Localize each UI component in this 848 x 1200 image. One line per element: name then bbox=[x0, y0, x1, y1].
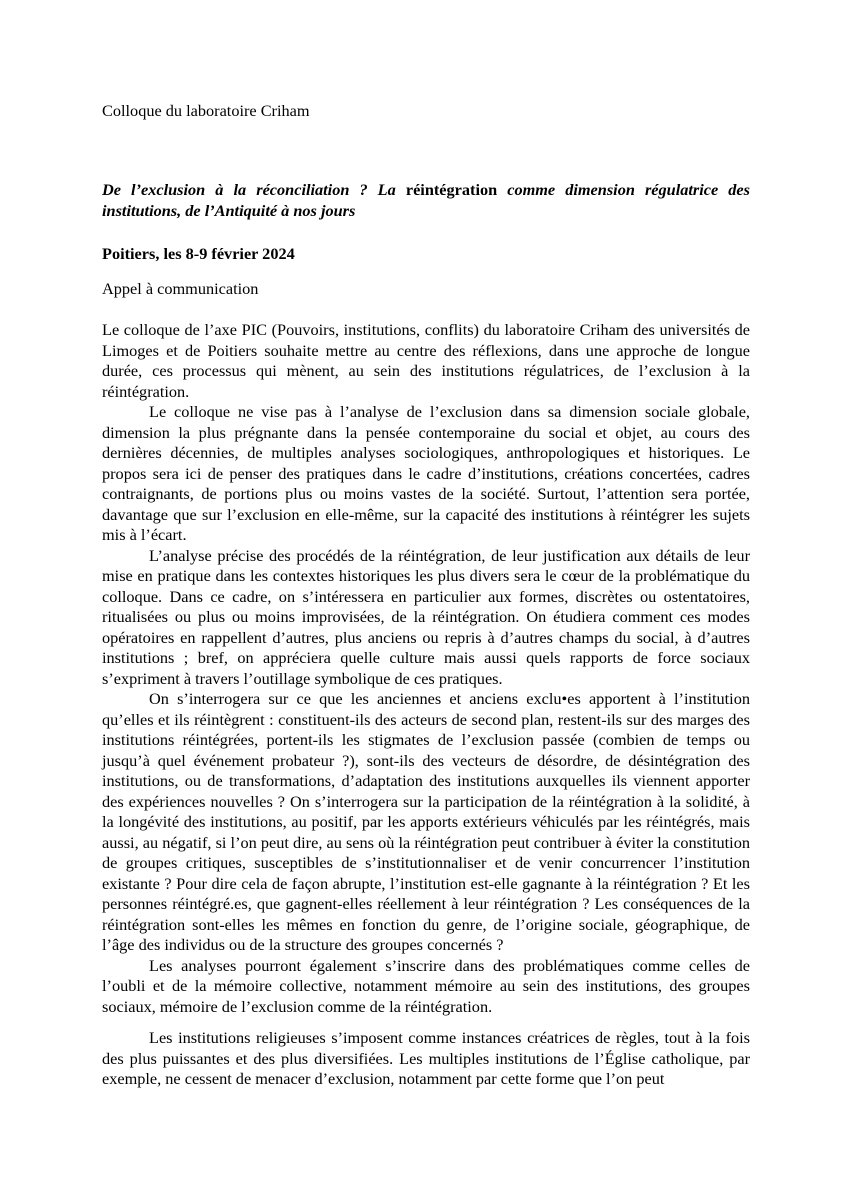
call-for-papers-label: Appel à communication bbox=[102, 279, 259, 298]
colloquium-header: Colloque du laboratoire Criham bbox=[102, 101, 310, 120]
body-text bbox=[102, 320, 750, 1017]
paragraph-scope: Le colloque ne vise pas à l’analyse de l’exclusion dans sa dimension sociale globale, dimension la plus prégnante dans la pensée contemporaine du social et objet, au cours des dernières décennies, de multiples analyses sociologiques, anthropologiques et historiques. Le propos sera ici de penser des pratiques dans le cadre d’institutions, créations concertées, cadres contraignants, de portions plus ou moins vastes de la société. Surtout, l’attention sera portée, davantage que sur l’exclusion en elle-même, sur la capacité des institutions à réintégrer les sujets mis à l’écart. bbox=[102, 402, 750, 544]
paragraph-memory: Les analyses pourront également s’inscrire dans des problématiques comme celles de l’oubli et de la mémoire collective, notamment mémoire au sein des institutions, des groupes sociaux, mémoire de l’exclusion comme de la réintégration. bbox=[102, 955, 750, 1016]
paragraph-religious-institutions: Les institutions religieuses s’imposent comme instances créatrices de règles, tout à la fois des plus puissantes et des plus diversifiées. Les multiples institutions de l’Église catholique, par exemple, ne cessent de menacer d’exclusion, notamment par cette forme que l’on peut bbox=[102, 1028, 750, 1088]
title-keyword: réintégration bbox=[405, 180, 498, 199]
document-title bbox=[102, 180, 750, 221]
paragraph-questions: On s’interrogera sur ce que les anciennes et anciens exclu•es apportent à l’institution qu’elles et ils réintègrent : constituent-ils des acteurs de second plan, restent-ils sur des marges des institutions réintégrées, portent-ils les stigmates de l’exclusion passée (combien de temps ou jusqu’à quel événement probateur ?), sont-ils des vecteurs de désordre, de désintégration des institutions, ou de transformations, d’adaptation des institutions auxquelles ils viennent apporter des expériences nouvelles ? On s’interrogera sur la participation de la réintégration à la solidité, à la longévité des institutions, au positif, par les apports extérieurs véhiculés par les réintégrés, mais aussi, au négatif, si l’on peut dire, au sens où la réintégration peut contribuer à éviter la constitution de groupes critiques, susceptibles de s’institutionnaliser et de venir concurrencer l’institution existante ? Pour dire cela de façon abrupte, l’institution est-elle gagnante à la réintégration ? Et les personnes réintégré.es, que gagnent-elles réellement à leur réintégration ? Les conséquences de la réintégration sont-elles les mêmes en fonction du genre, de l’origine sociale, géographique, de l’âge des individus ou de la structure des groupes concernés ? bbox=[102, 689, 750, 954]
place-and-date: Poitiers, les 8-9 février 2024 bbox=[102, 244, 295, 263]
title-part-2: comme dimension régulatrice des institutions, de l’Antiquité à nos jours bbox=[102, 180, 750, 220]
body-text-continued bbox=[102, 1028, 750, 1090]
paragraph-analysis: L’analyse précise des procédés de la réintégration, de leur justification aux détails de leur mise en pratique dans les contextes historiques les plus divers sera le cœur de la problématique du colloque. Dans ce cadre, on s’intéressera en particulier aux formes, discrètes ou ostentatoires, ritualisées ou plus ou moins improvisées, de la réintégration. On étudiera comment ces modes opératoires en rappellent d’autres, plus anciens ou repris à d’autres champs du social, à d’autres institutions ; bref, on appréciera quelle culture mais aussi quels rapports de force sociaux s’expriment à travers l’outillage symbolique de ces pratiques. bbox=[102, 545, 750, 688]
paragraph-intro: Le colloque de l’axe PIC (Pouvoirs, institutions, conflits) du laboratoire Criham des universités de Limoges et de Poitiers souhaite mettre au centre des réflexions, dans une approche de longue durée, ces processus qui mènent, au sein des institutions régulatrices, de l’exclusion à la réintégration. bbox=[102, 320, 750, 401]
title-part-1: De l’exclusion à la réconciliation ? La bbox=[102, 180, 406, 199]
